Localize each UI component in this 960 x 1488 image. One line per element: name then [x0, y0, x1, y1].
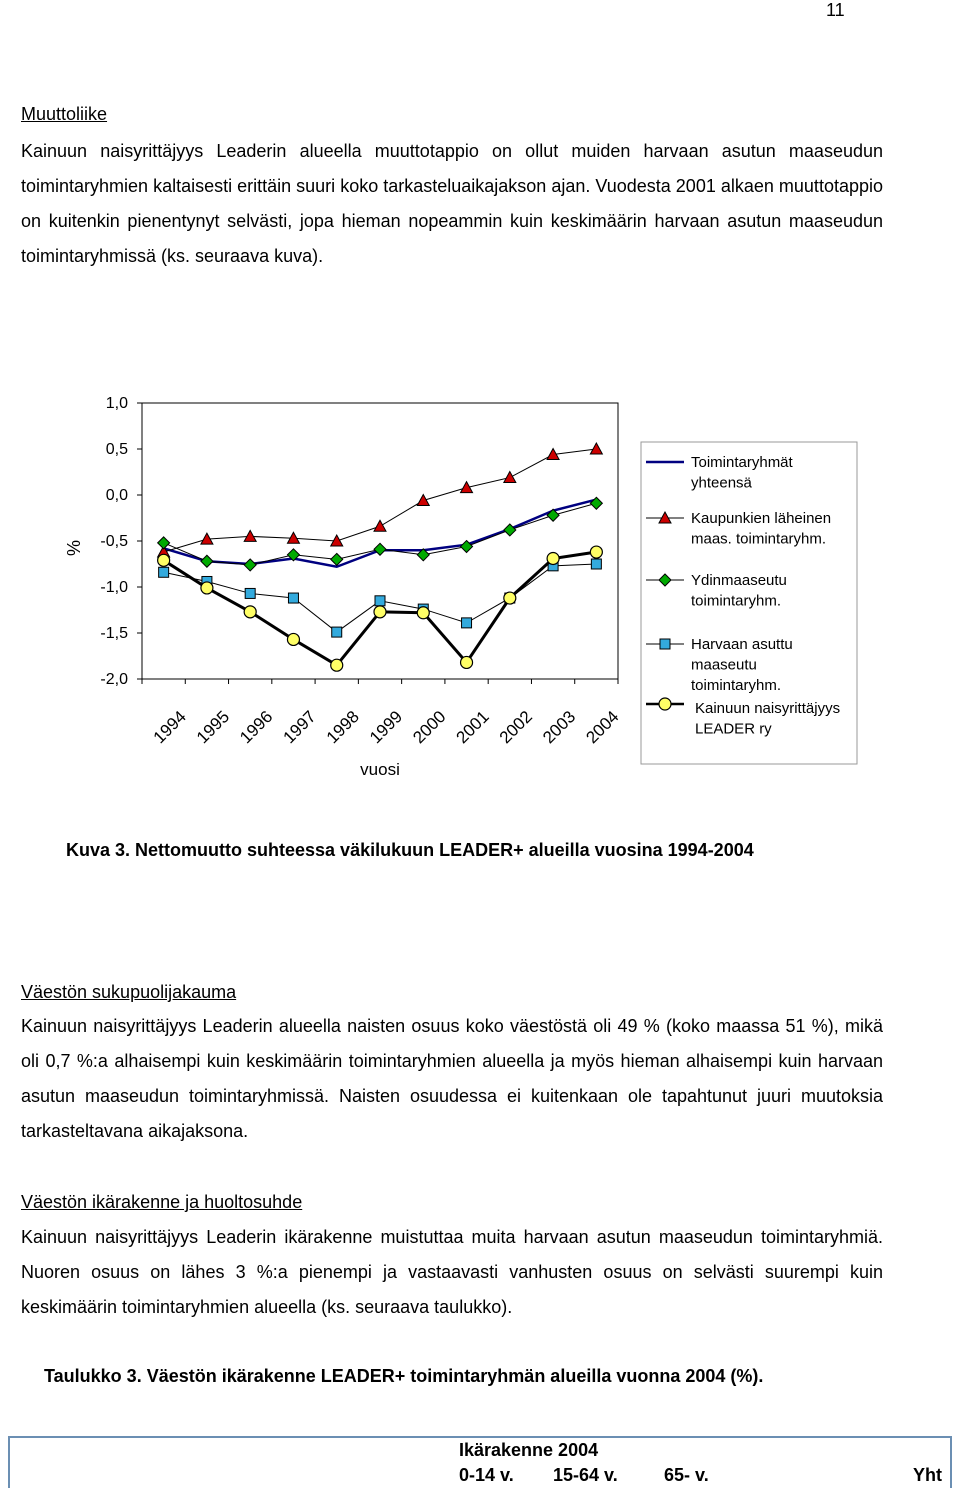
series-4-point: [287, 633, 299, 645]
series-4-point: [244, 606, 256, 618]
figure-caption: Kuva 3. Nettomuutto suhteessa väkilukuun LEADER+ alueilla vuosina 1994-2004: [66, 840, 754, 860]
heading-ikarakenne: Väestön ikärakenne ja huoltosuhde: [21, 1192, 303, 1212]
legend-marker-4: [659, 698, 671, 710]
legend-label-3: toimintaryhm.: [691, 677, 782, 694]
legend-label-0: yhteensä: [691, 474, 752, 492]
series-3-point: [591, 559, 601, 569]
series-4-point: [374, 606, 386, 618]
table-title: Ikärakenne 2004: [459, 1440, 599, 1460]
legend-label-4: Kainuun naisyrittäjyys: [695, 700, 841, 717]
legend-label-2: toimintaryhm.: [691, 592, 782, 610]
table-caption: Taulukko 3. Väestön ikärakenne LEADER+ toimintaryhmän alueilla vuonna 2004 (%).: [44, 1366, 764, 1386]
legend-label-1: Kaupunkien läheinen: [691, 510, 832, 527]
x-tick-label: 1996: [236, 707, 277, 748]
table-col-0-14: 0-14 v.: [459, 1465, 514, 1485]
x-tick-label: 2001: [452, 707, 493, 748]
heading-sukupuolijakauma: Väestön sukupuolijakauma: [21, 982, 237, 1002]
y-tick-label: -0,5: [100, 533, 128, 550]
x-tick-label: 1994: [149, 707, 190, 748]
series-3-point: [159, 567, 169, 577]
series-3-point: [332, 627, 342, 637]
paragraph-sukupuolijakauma: Kainuun naisyrittäjyys Leaderin alueella naisten osuus koko väestöstä oli 49 % (koko maassa 51 %), mikä oli 0,7 %:a alhaisempi kuin keskimäärin toimintaryhmien alueella ja myös hieman alhaisempi kuin harvaan asutun maaseudun toimintaryhmissä. Naisten osuudessa ei kuitenkaan ole tapahtunut juuri muutoksia tarkasteltavana aikajaksona.: [21, 1016, 883, 1141]
table-col-15-64: 15-64 v.: [553, 1465, 618, 1485]
x-tick-label: 1998: [322, 707, 363, 748]
x-tick-label: 2004: [582, 707, 623, 748]
paragraph-muuttoliike: Kainuun naisyrittäjyys Leaderin alueella muuttotappio on ollut muiden harvaan asutun maaseudun toimintaryhmien kaltaisesti erittäin suuri koko tarkasteluaikajakson ajan. Vuodesta 2001 alkaen muuttotappio on kuitenkin pienentynyt selvästi, jopa hieman nopeammin kuin keskimäärin harvaan asutun maaseudun toimintaryhmissä (ks. seuraava kuva).: [21, 141, 883, 266]
table-col-65: 65- v.: [664, 1465, 709, 1485]
series-4-point: [504, 592, 516, 604]
y-tick-label: -1,5: [100, 625, 128, 642]
series-4-point: [417, 607, 429, 619]
y-tick-label: 0,0: [105, 487, 128, 504]
series-3-point: [245, 588, 255, 598]
y-tick-label: 1,0: [105, 395, 128, 412]
series-4-point: [547, 552, 559, 564]
y-axis-label: %: [64, 539, 84, 557]
y-tick-label: 0,5: [105, 441, 128, 458]
legend-label-4: LEADER ry: [695, 720, 772, 738]
series-4-point: [158, 554, 170, 566]
series-4-point: [201, 582, 213, 594]
page-number: 11: [826, 0, 845, 20]
series-3-point: [462, 618, 472, 628]
paragraph-ikarakenne: Kainuun naisyrittäjyys Leaderin ikärakenne muistuttaa muita harvaan asutun maaseudun toimintaryhmiä. Nuoren osuus on lähes 3 %:a pienempi ja vastaavasti vanhusten osuus on selvästi suurempi kuin keskimäärin toimintaryhmien alueella (ks. seuraava taulukko).: [21, 1227, 883, 1317]
y-tick-label: -1,0: [100, 579, 128, 596]
y-tick-label: -2,0: [100, 671, 128, 688]
x-tick-label: 1995: [192, 707, 234, 748]
legend-marker-3: [660, 639, 670, 649]
x-tick-label: 1999: [366, 707, 407, 748]
heading-muuttoliike: Muuttoliike: [21, 104, 108, 124]
plot-area: [142, 403, 618, 679]
x-tick-label: 1997: [279, 707, 320, 748]
table-col-total: Yht: [913, 1465, 942, 1485]
legend-label-0: Toimintaryhmät: [691, 454, 793, 471]
x-tick-label: 2003: [539, 707, 580, 748]
series-4-point: [461, 656, 473, 668]
x-tick-label: 2002: [495, 707, 537, 748]
x-tick-label: 2000: [409, 707, 450, 748]
series-4-point: [590, 546, 602, 558]
legend-label-2: Ydinmaaseutu: [691, 572, 787, 589]
series-3-point: [375, 596, 385, 606]
series-4-point: [331, 659, 343, 671]
legend-label-1: maas. toimintaryhm.: [691, 530, 827, 548]
series-3-point: [288, 593, 298, 603]
legend-label-3: maaseutu: [691, 656, 757, 674]
net-migration-chart: [0, 370, 960, 790]
legend-label-3: Harvaan asuttu: [691, 636, 793, 653]
x-axis-label: vuosi: [360, 760, 400, 779]
